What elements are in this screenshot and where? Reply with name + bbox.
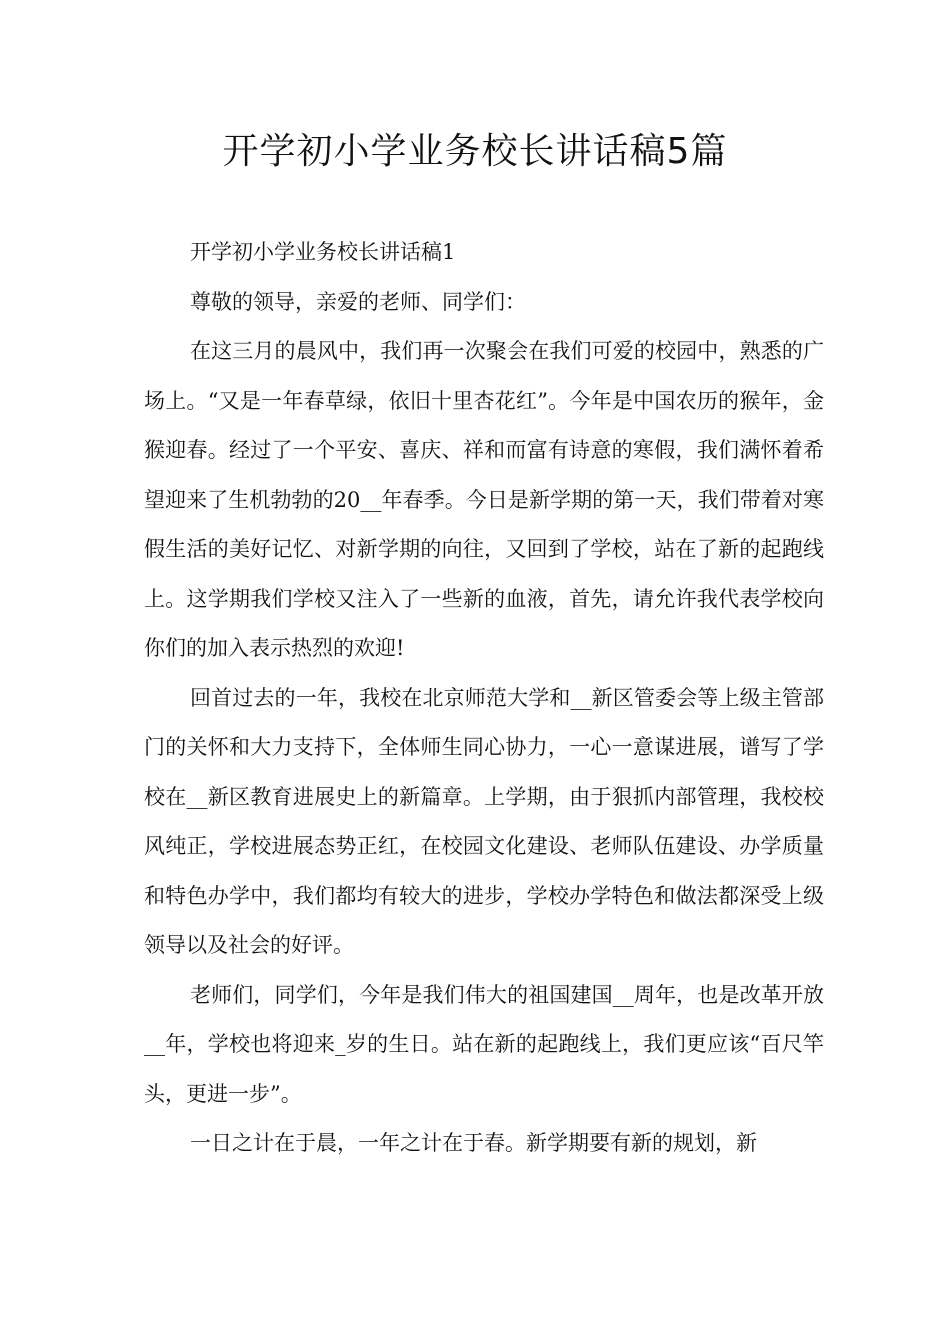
paragraph-review: 回首过去的一年，我校在北京师范大学和__新区管委会等上级主管部门的关怀和大力支持下，全体师生同心协力，一心一意谋进展，谱写了学校在__新区教育进展史上的新篇章。上学期，由于狠抓内部管理，我校校风纯正，学校进展态势正红，在校园文化建设、老师队伍建设、办学质量和特色办学中，我们都均有较大的进步，学校办学特色和做法都深受上级领导以及社会的好评。: [144, 685, 824, 957]
section-heading: 开学初小学业务校长讲话稿1: [190, 240, 456, 264]
paragraph-opening: 在这三月的晨风中，我们再一次聚会在我们可爱的校园中，熟悉的广场上。“又是一年春草绿，依旧十里杏花红”。今年是中国农历的猴年，金猴迎春。经过了一个平安、喜庆、祥和而富有诗意的寒假，我们满怀着希望迎来了生机勃勃的20__年春季。今日是新学期的第一天，我们带着对寒假生活的美好记忆、对新学期的向往，又回到了学校，站在了新的起跑线上。这学期我们学校又注入了一些新的血液，首先，请允许我代表学校向你们的加入表示热烈的欢迎!: [144, 339, 824, 660]
salutation: 尊敬的领导，亲爱的老师、同学们：: [190, 289, 526, 314]
document-body: [144, 228, 824, 1169]
paragraph-anniversary: 老师们，同学们，今年是我们伟大的祖国建国__周年，也是改革开放__年，学校也将迎来_岁的生日。站在新的起跑线上，我们更应该“百尺竿头，更进一步”。: [144, 982, 824, 1106]
paragraph-plan: 一日之计在于晨，一年之计在于春。新学期要有新的规划，新: [190, 1131, 757, 1155]
document-title: 开学初小学业务校长讲话稿5篇: [222, 131, 728, 172]
